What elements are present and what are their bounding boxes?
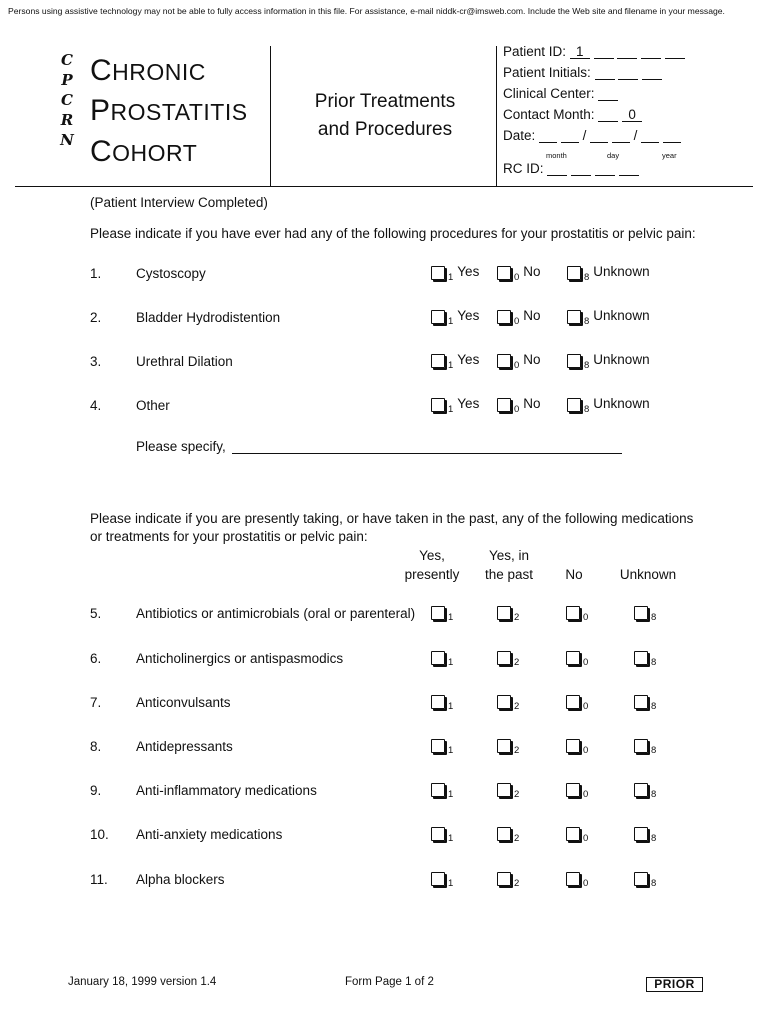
checkbox[interactable] xyxy=(566,695,580,709)
medication-answer-option[interactable] xyxy=(566,737,588,756)
checkbox[interactable] xyxy=(431,872,445,886)
answer-code: 0 xyxy=(514,404,520,415)
answer-code: 1 xyxy=(448,404,454,415)
date-year-label: year xyxy=(662,151,677,160)
study-title-line-1: CHRONIC xyxy=(90,54,206,87)
procedure-label: Cystoscopy xyxy=(136,266,206,281)
checkbox[interactable] xyxy=(567,354,581,368)
contact-month-digit[interactable]: 0 xyxy=(622,108,642,122)
answer-option-yes[interactable] xyxy=(431,264,479,283)
medication-answer-option[interactable] xyxy=(634,781,656,800)
medication-label: Anticonvulsants xyxy=(136,695,231,710)
medication-answer-option[interactable] xyxy=(431,737,453,756)
column-header-line-2: No xyxy=(565,567,583,582)
answer-option-yes[interactable] xyxy=(431,308,479,327)
cpcrn-logo xyxy=(60,50,74,150)
answer-code: 1 xyxy=(448,612,454,623)
question-number: 1. xyxy=(90,266,102,281)
answer-option-yes[interactable] xyxy=(431,352,479,371)
medication-answer-option[interactable] xyxy=(497,781,519,800)
checkbox[interactable] xyxy=(634,651,648,665)
medication-answer-option[interactable] xyxy=(431,649,453,668)
question-number: 9. xyxy=(90,783,102,798)
question-number: 6. xyxy=(90,651,102,666)
medication-answer-option[interactable] xyxy=(634,825,656,844)
answer-code: 2 xyxy=(514,833,520,844)
form-title: Prior Treatments and Procedures xyxy=(314,91,456,140)
answer-code: 8 xyxy=(651,701,657,712)
medication-answer-option[interactable] xyxy=(497,825,519,844)
answer-label: No xyxy=(523,264,541,279)
column-header-line-1 xyxy=(598,546,698,565)
checkbox[interactable] xyxy=(566,739,580,753)
medication-label: Anti-anxiety medications xyxy=(136,827,283,842)
answer-code: 0 xyxy=(583,701,589,712)
answer-label: Yes xyxy=(457,352,480,367)
medication-answer-option[interactable] xyxy=(497,649,519,668)
answer-code: 8 xyxy=(651,612,657,623)
answer-option-no[interactable] xyxy=(497,264,541,283)
header-divider xyxy=(496,46,497,186)
checkbox[interactable] xyxy=(497,606,511,620)
medication-label: Anticholinergics or antispasmodics xyxy=(136,651,344,666)
medication-answer-option[interactable] xyxy=(566,870,588,889)
answer-code: 1 xyxy=(448,878,454,889)
checkbox[interactable] xyxy=(497,872,511,886)
logo-letter: N xyxy=(60,131,74,149)
checkbox[interactable] xyxy=(634,739,648,753)
page-number: Form Page 1 of 2 xyxy=(345,976,434,988)
answer-code: 0 xyxy=(514,360,520,371)
answer-code: 1 xyxy=(448,316,454,327)
header-rule xyxy=(15,186,753,187)
answer-code: 8 xyxy=(651,657,657,668)
checkbox[interactable] xyxy=(431,783,445,797)
checkbox[interactable] xyxy=(566,783,580,797)
medication-answer-option[interactable] xyxy=(431,825,453,844)
answer-code: 1 xyxy=(448,701,454,712)
answer-option-unknown[interactable] xyxy=(567,352,650,371)
answer-code: 0 xyxy=(583,745,589,756)
checkbox[interactable] xyxy=(497,739,511,753)
answer-code: 8 xyxy=(651,878,657,889)
medication-answer-option[interactable] xyxy=(566,825,588,844)
checkbox[interactable] xyxy=(497,266,511,280)
answer-label: No xyxy=(523,308,541,323)
answer-code: 1 xyxy=(448,745,454,756)
checkbox[interactable] xyxy=(497,354,511,368)
answer-code: 2 xyxy=(514,789,520,800)
answer-code: 0 xyxy=(583,789,589,800)
medication-answer-option[interactable] xyxy=(497,604,519,623)
answer-label: No xyxy=(523,352,541,367)
patient-initials-field[interactable]: Patient Initials: xyxy=(503,65,662,80)
answer-code: 1 xyxy=(448,789,454,800)
checkbox[interactable] xyxy=(567,398,581,412)
medications-instruction-line-2: or treatments for your prostatitis or pelvic pain: xyxy=(90,529,368,544)
patient-id-field[interactable]: Patient ID: 1 xyxy=(503,44,685,59)
answer-label: No xyxy=(523,396,541,411)
answer-code: 1 xyxy=(448,657,454,668)
column-header xyxy=(598,546,698,584)
specify-input[interactable] xyxy=(232,440,622,454)
checkbox[interactable] xyxy=(497,827,511,841)
answer-code: 0 xyxy=(583,833,589,844)
logo-letter: C xyxy=(61,91,73,109)
checkbox[interactable] xyxy=(634,872,648,886)
question-number: 8. xyxy=(90,739,102,754)
column-header-line-2: presently xyxy=(404,567,460,582)
medication-answer-option[interactable] xyxy=(634,737,656,756)
clinical-center-field[interactable]: Clinical Center: xyxy=(503,86,618,101)
medication-answer-option[interactable] xyxy=(431,604,453,623)
checkbox[interactable] xyxy=(431,398,445,412)
checkbox[interactable] xyxy=(431,827,445,841)
answer-code: 8 xyxy=(584,316,590,327)
medication-label: Alpha blockers xyxy=(136,872,225,887)
answer-code: 2 xyxy=(514,657,520,668)
procedure-label: Urethral Dilation xyxy=(136,354,233,369)
checkbox[interactable] xyxy=(634,827,648,841)
answer-code: 0 xyxy=(583,612,589,623)
study-title-line-3: COHORT xyxy=(90,135,198,168)
question-number: 3. xyxy=(90,354,102,369)
answer-label: Unknown xyxy=(593,264,650,279)
answer-label: Yes xyxy=(457,308,480,323)
checkbox[interactable] xyxy=(566,606,580,620)
procedures-instruction: Please indicate if you have ever had any of the following procedures for your prostatitis or pelvic pain: xyxy=(90,226,696,241)
checkbox[interactable] xyxy=(431,695,445,709)
date-month-label: month xyxy=(546,151,567,160)
medication-answer-option[interactable] xyxy=(431,693,453,712)
form-code-badge: PRIOR xyxy=(646,977,703,992)
question-number: 7. xyxy=(90,695,102,710)
answer-code: 0 xyxy=(514,272,520,283)
medication-answer-option[interactable] xyxy=(634,604,656,623)
medication-answer-option[interactable] xyxy=(497,870,519,889)
medication-answer-option[interactable] xyxy=(431,870,453,889)
answer-option-unknown[interactable] xyxy=(567,264,650,283)
answer-option-no[interactable] xyxy=(497,308,541,327)
checkbox[interactable] xyxy=(566,872,580,886)
answer-code: 8 xyxy=(584,360,590,371)
question-number: 11. xyxy=(90,872,108,887)
checkbox[interactable] xyxy=(497,783,511,797)
answer-code: 1 xyxy=(448,833,454,844)
medication-answer-option[interactable] xyxy=(634,693,656,712)
checkbox[interactable] xyxy=(431,310,445,324)
logo-letter: P xyxy=(61,71,73,89)
medication-answer-option[interactable] xyxy=(566,781,588,800)
checkbox[interactable] xyxy=(431,354,445,368)
checkbox[interactable] xyxy=(431,266,445,280)
checkbox[interactable] xyxy=(431,606,445,620)
medication-answer-option[interactable] xyxy=(566,604,588,623)
accessibility-notice: Persons using assistive technology may not be able to fully access information in this file. For assistance, e-mail niddk-cr@imsweb.com. Include the Web site and filename in your message. xyxy=(8,6,725,16)
question-number: 5. xyxy=(90,606,102,621)
logo-letter: C xyxy=(61,51,73,69)
medication-answer-option[interactable] xyxy=(566,693,588,712)
answer-label: Unknown xyxy=(593,308,650,323)
answer-code: 8 xyxy=(651,745,657,756)
header-divider xyxy=(270,46,271,186)
column-header-line-2: Unknown xyxy=(619,567,677,582)
checkbox[interactable] xyxy=(634,695,648,709)
answer-label: Unknown xyxy=(593,352,650,367)
checkbox[interactable] xyxy=(566,827,580,841)
checkbox[interactable] xyxy=(497,695,511,709)
medication-answer-option[interactable] xyxy=(566,649,588,668)
medication-answer-option[interactable] xyxy=(634,870,656,889)
answer-option-unknown[interactable] xyxy=(567,308,650,327)
answer-code: 2 xyxy=(514,701,520,712)
date-day-label: day xyxy=(607,151,620,160)
medication-answer-option[interactable] xyxy=(634,649,656,668)
answer-code: 8 xyxy=(584,272,590,283)
checkbox[interactable] xyxy=(567,266,581,280)
question-number: 10. xyxy=(90,827,109,842)
version-date: January 18, 1999 version 1.4 xyxy=(68,976,217,988)
procedure-label: Other xyxy=(136,398,170,413)
contact-month-field[interactable]: Contact Month: 0 xyxy=(503,107,642,122)
answer-option-no[interactable] xyxy=(497,352,541,371)
rc-id-field[interactable]: RC ID: xyxy=(503,161,639,176)
column-header-line-1: Yes, xyxy=(419,548,445,563)
answer-code: 2 xyxy=(514,612,520,623)
column-header-line-2: the past xyxy=(484,567,534,582)
answer-code: 0 xyxy=(583,878,589,889)
checkbox[interactable] xyxy=(431,651,445,665)
logo-letter: R xyxy=(60,111,74,129)
column-header-line-1: Yes, in xyxy=(488,548,530,563)
medication-answer-option[interactable] xyxy=(497,693,519,712)
answer-option-yes[interactable] xyxy=(431,396,479,415)
answer-code: 0 xyxy=(583,657,589,668)
specify-field[interactable]: Please specify, xyxy=(136,439,622,454)
checkbox[interactable] xyxy=(497,310,511,324)
answer-code: 2 xyxy=(514,745,520,756)
interview-status-note: (Patient Interview Completed) xyxy=(90,195,268,210)
answer-code: 1 xyxy=(448,272,454,283)
answer-option-unknown[interactable] xyxy=(567,396,650,415)
checkbox[interactable] xyxy=(566,651,580,665)
question-number: 2. xyxy=(90,310,102,325)
answer-code: 2 xyxy=(514,878,520,889)
question-number: 4. xyxy=(90,398,102,413)
study-title-line-2: PROSTATITIS xyxy=(90,94,248,127)
answer-code: 1 xyxy=(448,360,454,371)
checkbox[interactable] xyxy=(431,739,445,753)
answer-label: Unknown xyxy=(593,396,650,411)
checkbox[interactable] xyxy=(634,606,648,620)
answer-code: 8 xyxy=(651,833,657,844)
checkbox[interactable] xyxy=(634,783,648,797)
answer-code: 0 xyxy=(514,316,520,327)
answer-code: 8 xyxy=(651,789,657,800)
procedure-label: Bladder Hydrodistention xyxy=(136,310,281,325)
medication-label: Antibiotics or antimicrobials (oral or parenteral) xyxy=(136,606,416,621)
patient-id-digit[interactable]: 1 xyxy=(570,45,590,59)
medication-label: Anti-inflammatory medications xyxy=(136,783,317,798)
checkbox[interactable] xyxy=(567,310,581,324)
checkbox[interactable] xyxy=(497,651,511,665)
answer-label: Yes xyxy=(457,396,480,411)
answer-option-no[interactable] xyxy=(497,396,541,415)
medication-answer-option[interactable] xyxy=(431,781,453,800)
date-field[interactable]: Date: / / xyxy=(503,128,681,143)
answer-code: 8 xyxy=(584,404,590,415)
medication-label: Antidepressants xyxy=(136,739,233,754)
answer-label: Yes xyxy=(457,264,480,279)
checkbox[interactable] xyxy=(497,398,511,412)
medication-answer-option[interactable] xyxy=(497,737,519,756)
medications-instruction-line-1: Please indicate if you are presently taking, or have taken in the past, any of the following medications xyxy=(90,511,694,526)
